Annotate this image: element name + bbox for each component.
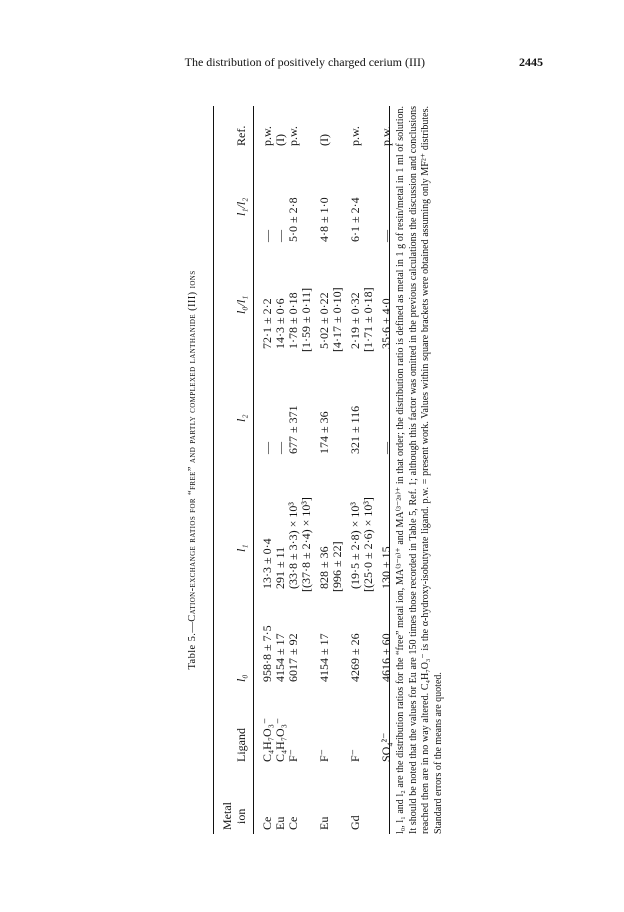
cell-l2: 677 ± 371 bbox=[286, 405, 300, 454]
table-row bbox=[317, 106, 330, 834]
cell-ref: p.w. bbox=[348, 126, 362, 146]
cell-l2: 321 ± 116 bbox=[348, 405, 362, 454]
cell-ligand: F⁻ bbox=[348, 748, 362, 762]
cell-l0: 4154 ± 17 bbox=[273, 633, 287, 682]
cell-l1: 828 ± 36 bbox=[317, 546, 331, 589]
table-header bbox=[220, 106, 252, 834]
header-l0: l₀ bbox=[234, 674, 248, 682]
cell-l0-l1: 35·6 ± 4·0 bbox=[379, 298, 393, 349]
cell-l2: — bbox=[379, 442, 393, 454]
header-l1: l₁ bbox=[234, 544, 248, 552]
cell-l1: [996 ± 22] bbox=[330, 541, 344, 592]
running-head-title: The distribution of positively charged cerium (III) bbox=[184, 55, 425, 69]
header-metal-line2: ion bbox=[234, 808, 248, 824]
cell-l0-l1: 14·3 ± 0·6 bbox=[273, 298, 287, 349]
cell-l0: 6017 ± 92 bbox=[286, 633, 300, 682]
cell-l0-l1: 1·78 ± 0·18 bbox=[286, 292, 300, 349]
table-row bbox=[361, 106, 374, 834]
header-l1-l2: l₁/l₂ bbox=[234, 197, 248, 216]
cell-l0-l1: 72·1 ± 2·2 bbox=[260, 298, 274, 349]
running-head bbox=[0, 55, 624, 71]
table-caption-lead: Table 5.— bbox=[187, 621, 198, 670]
cell-ref: p.w. bbox=[260, 126, 274, 146]
cell-ligand: C₄H₇O₃⁻ bbox=[273, 717, 287, 762]
page-number: 2445 bbox=[519, 55, 543, 69]
cell-metal: Eu bbox=[273, 816, 287, 830]
table-footnote: l₀, l₁ and l₂ are the distribution ratios for the “free” metal ion, MA⁽³⁻ⁿ⁾⁺ and MA⁽³⁻²ⁿ⁾⁺ in that order; the distribution ratio is defined as metal in 1 g of resin/metal in 1 ml of solution. It should be noted that the values for Eu are 150 times those recorded in Table 5, Ref. 1; although this factor was omitted in the previous calculations the discussion and conclusions reached then are in no way altered. C₄H₇O₃⁻ is the α-hydroxy-isobutyrate ligand. p.w. = present work. Values within square brackets were obtained assuming only MF²⁺ distributes. Standard errors of the means are quoted. bbox=[395, 106, 444, 834]
cell-metal: Gd bbox=[348, 815, 362, 830]
cell-l1-l2: — bbox=[273, 230, 287, 242]
cell-l0-l1: 2·19 ± 0·32 bbox=[348, 292, 362, 349]
cell-l1: [(37·8 ± 2·4) × 10³] bbox=[299, 497, 313, 592]
cell-l2: 174 ± 36 bbox=[317, 411, 331, 454]
cell-ref: (I) bbox=[317, 134, 331, 146]
cell-l1-l2: 6·1 ± 2·4 bbox=[348, 197, 362, 242]
header-ref: Ref. bbox=[234, 125, 248, 146]
cell-l1: 13·3 ± 0·4 bbox=[260, 538, 274, 589]
cell-l0: 4154 ± 17 bbox=[317, 633, 331, 682]
table-row bbox=[348, 106, 361, 834]
header-l2: l₂ bbox=[234, 414, 248, 422]
cell-l1: 130 ± 15 bbox=[379, 546, 393, 589]
cell-ligand: C₄H₇O₃⁻ bbox=[260, 717, 274, 762]
cell-l0-l1: [1·59 ± 0·11] bbox=[299, 287, 313, 352]
header-metal-line1: Metal bbox=[220, 802, 234, 830]
cell-l1-l2: — bbox=[379, 230, 393, 242]
cell-metal: Ce bbox=[260, 816, 274, 830]
top-rule bbox=[213, 106, 214, 834]
table-row bbox=[273, 106, 286, 834]
table-row bbox=[286, 106, 299, 834]
table-row bbox=[379, 106, 392, 834]
cell-l1: [(25·0 ± 2·6) × 10³] bbox=[361, 497, 375, 592]
table-row bbox=[330, 106, 343, 834]
cell-ref: p.w. bbox=[286, 126, 300, 146]
cell-l0-l1: 5·02 ± 0·22 bbox=[317, 292, 331, 349]
cell-l1: (33·8 ± 3·3) × 10³ bbox=[286, 502, 300, 589]
cell-ligand: F⁻ bbox=[286, 748, 300, 762]
cell-l1-l2: 4·8 ± 1·0 bbox=[317, 197, 331, 242]
cell-l1: (19·5 ± 2·8) × 10³ bbox=[348, 502, 362, 589]
table-row bbox=[260, 106, 273, 834]
cell-ligand: SO₄²⁻ bbox=[379, 732, 393, 762]
cell-ligand: F⁻ bbox=[317, 748, 331, 762]
table-caption bbox=[187, 106, 198, 834]
cell-metal: Ce bbox=[286, 816, 300, 830]
cell-metal: Eu bbox=[317, 816, 331, 830]
rotated-table bbox=[187, 106, 457, 834]
table-caption-body: Cation-exchange ratios for “free” and partly complexed lanthanide (III) ions bbox=[187, 270, 198, 622]
table-row bbox=[299, 106, 312, 834]
cell-l0-l1: [4·17 ± 0·10] bbox=[330, 287, 344, 352]
cell-l2: — bbox=[260, 442, 274, 454]
cell-ref: (I) bbox=[273, 134, 287, 146]
header-rule bbox=[253, 106, 254, 834]
cell-l0: 4269 ± 26 bbox=[348, 633, 362, 682]
cell-l0: 958·8 ± 7·5 bbox=[260, 625, 274, 682]
cell-l0-l1: [1·71 ± 0·18] bbox=[361, 287, 375, 352]
cell-l1: 291 ± 11 bbox=[273, 546, 287, 589]
header-l0-l1: l₀/l₁ bbox=[234, 295, 248, 314]
cell-l2: — bbox=[273, 442, 287, 454]
cell-ref: p.w. bbox=[379, 126, 393, 146]
header-ligand: Ligand bbox=[234, 728, 248, 762]
cell-l1-l2: — bbox=[260, 230, 274, 242]
bottom-rule bbox=[389, 106, 390, 834]
cell-l0: 4616 ± 60 bbox=[379, 633, 393, 682]
cell-l1-l2: 5·0 ± 2·8 bbox=[286, 197, 300, 242]
